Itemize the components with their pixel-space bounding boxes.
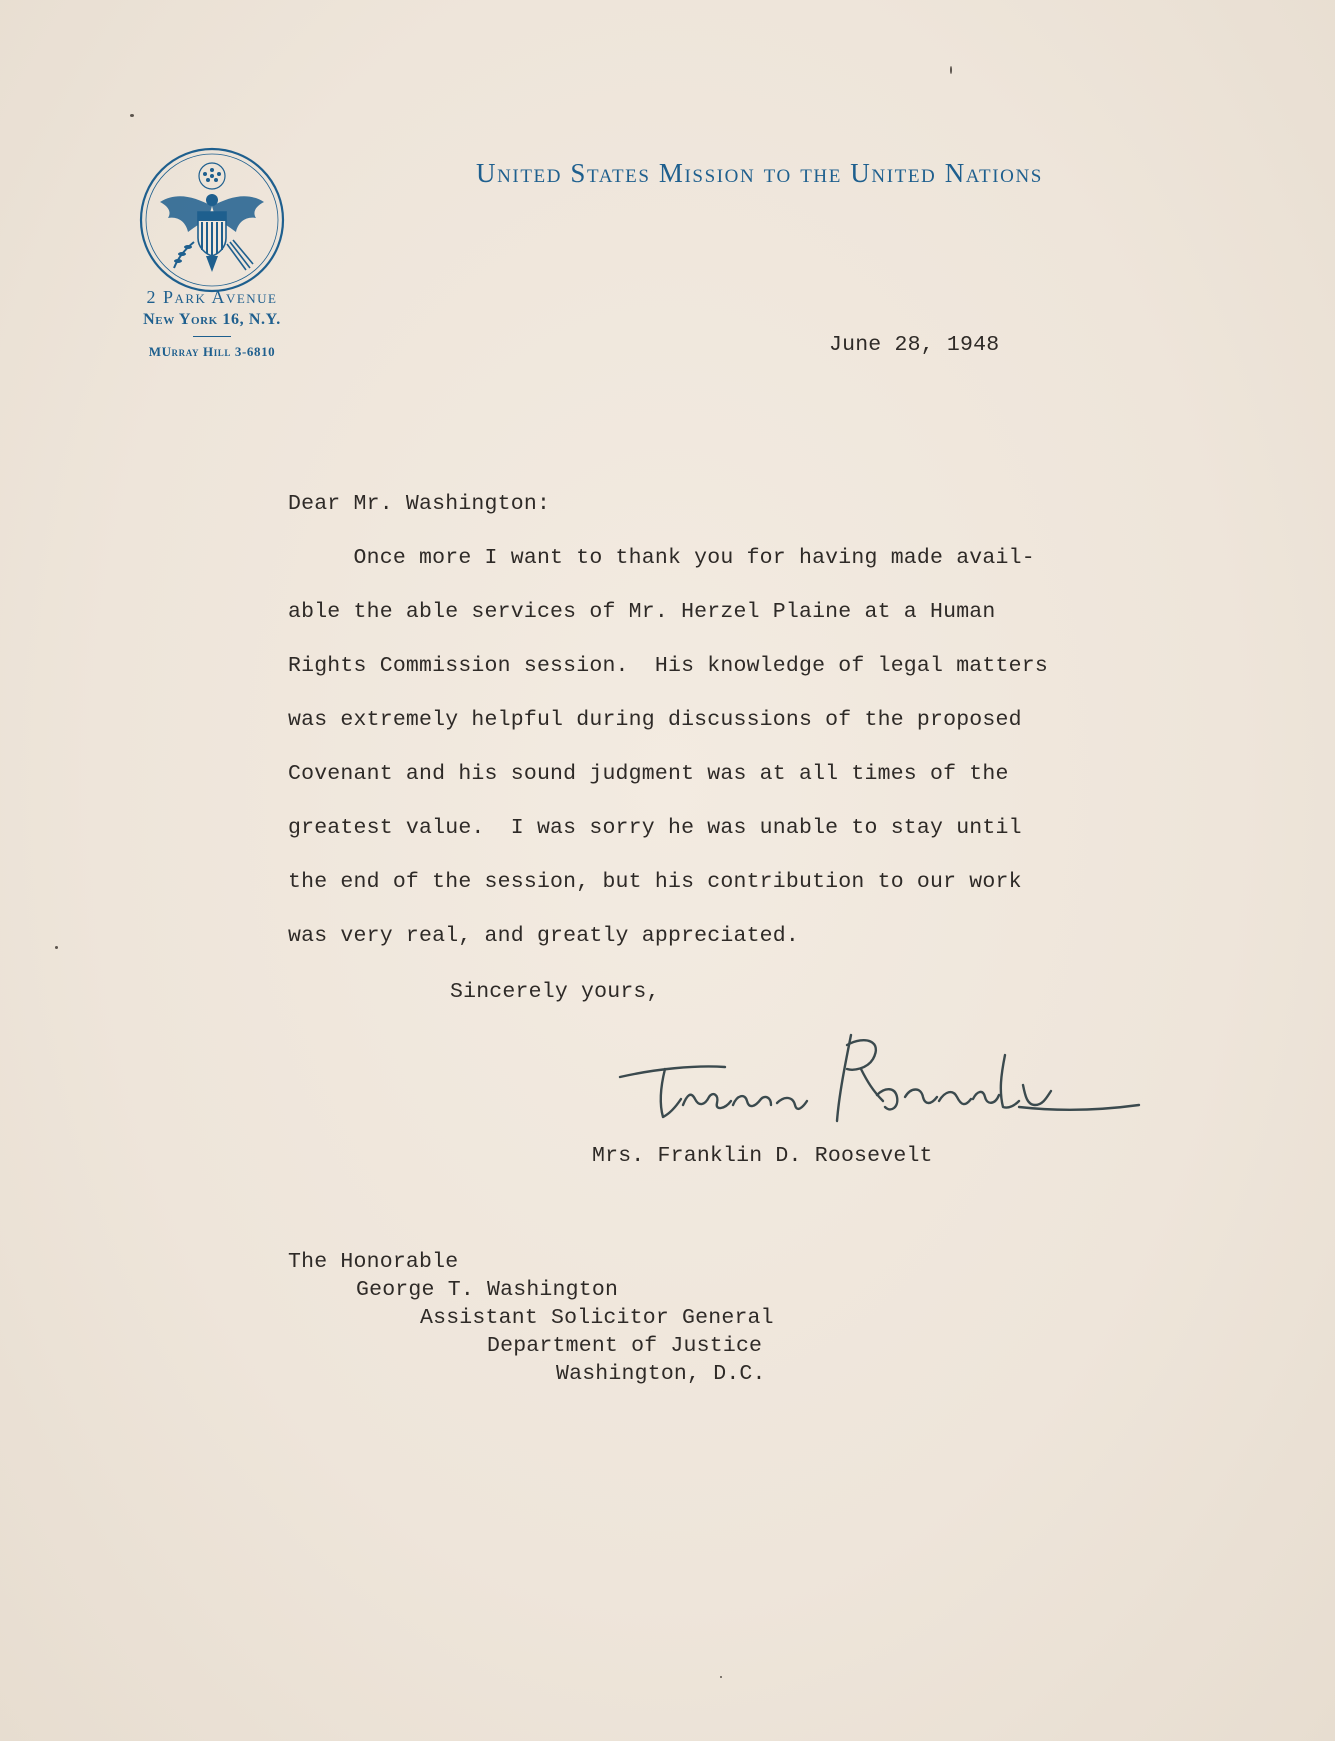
body-line: Covenant and his sound judgment was at all times of the — [288, 762, 1009, 786]
paper-speck — [950, 66, 952, 74]
letter-date: June 28, 1948 — [829, 333, 1000, 357]
address-city: New York 16, N.Y. — [143, 311, 281, 328]
body-line: Once more I want to thank you for having made avail- — [288, 546, 1035, 570]
body-line: Rights Commission session. His knowledge of legal matters — [288, 654, 1048, 678]
salutation: Dear Mr. Washington: — [288, 492, 551, 516]
recipient-line: Department of Justice — [487, 1334, 763, 1358]
address-street: 2 Park Avenue — [146, 287, 278, 307]
body-line: was extremely helpful during discussions of the proposed — [288, 708, 1022, 732]
body-line: the end of the session, but his contribution to our work — [288, 870, 1022, 894]
handwritten-signature — [615, 1025, 1145, 1125]
paper-speck — [55, 946, 58, 949]
paper-speck — [720, 1676, 722, 1678]
recipient-line: Assistant Solicitor General — [420, 1306, 774, 1330]
address-phone: MUrray Hill 3-6810 — [148, 344, 276, 359]
recipient-line: George T. Washington — [356, 1278, 619, 1302]
great-seal-icon — [138, 146, 286, 294]
body-line: greatest value. I was sorry he was unable to stay until — [288, 816, 1022, 840]
body-line: able the able services of Mr. Herzel Plaine at a Human — [288, 600, 996, 624]
organization-title: United States Mission to the United Nations — [476, 158, 1043, 188]
body-line: was very real, and greatly appreciated. — [288, 924, 799, 948]
closing: Sincerely yours, — [450, 980, 660, 1004]
signer-name: Mrs. Franklin D. Roosevelt — [592, 1144, 933, 1168]
recipient-line: The Honorable — [288, 1250, 459, 1274]
paper-speck — [130, 114, 134, 117]
address-divider — [193, 336, 231, 337]
recipient-line: Washington, D.C. — [556, 1362, 766, 1386]
